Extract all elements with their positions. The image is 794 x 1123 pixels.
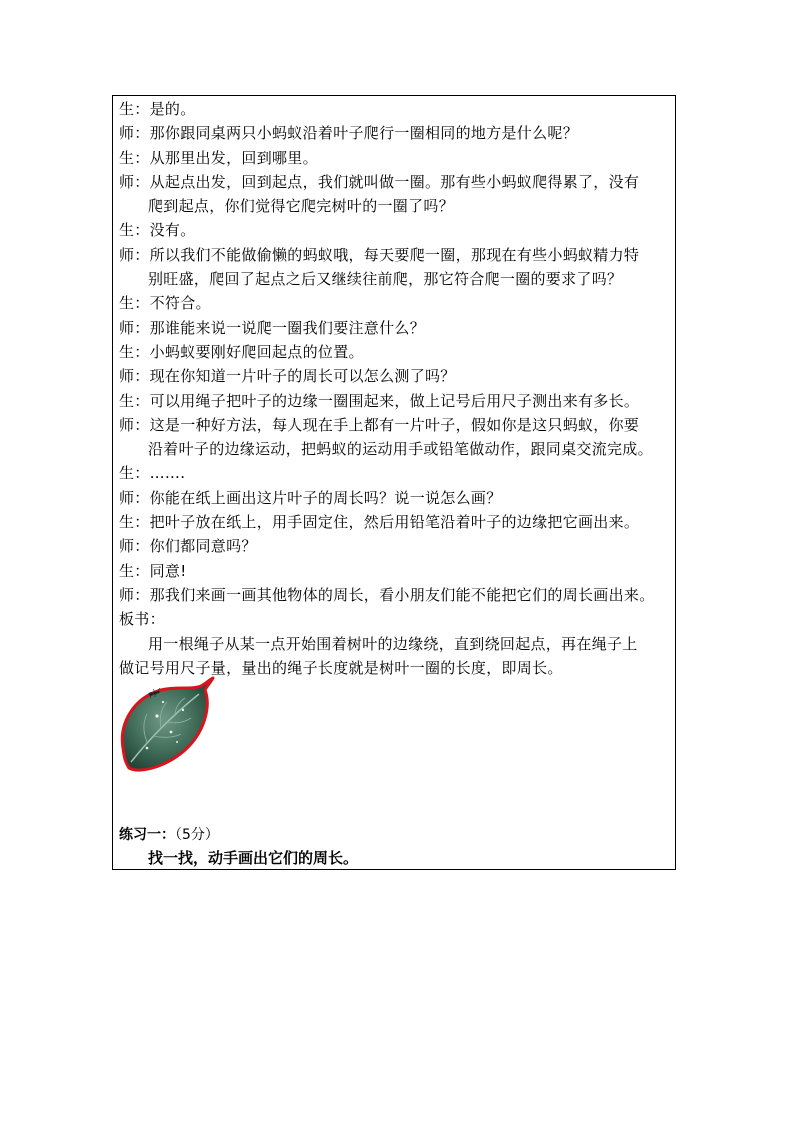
exercise-task: 找一找，动手画出它们的周长。 xyxy=(148,849,359,867)
dialogue-line: 师：那你跟同桌两只小蚂蚁沿着叶子爬行一圈相同的地方是什么呢？ xyxy=(119,124,579,143)
dialogue-line: 爬到起点，你们觉得它爬完树叶的一圈了吗？ xyxy=(148,197,455,216)
board-text-line: 做记号用尺子量，量出的绳子长度就是树叶一圈的长度，即周长。 xyxy=(119,658,563,677)
board-text-line: 用一根绳子从某一点开始围着树叶的边缘绕，直到绕回起点，再在绳子上 xyxy=(148,634,638,653)
board-heading: 板书： xyxy=(119,610,165,629)
dialogue-line: 生：是的。 xyxy=(119,100,196,118)
dialogue-line: 生：小蚂蚁要刚好爬回起点的位置。 xyxy=(119,342,364,361)
dialogue-line: 师：那我们来画一画其他物体的周长，看小朋友们能不能把它们的周长画出来。 xyxy=(119,585,655,604)
dialogue-line: 生：从那里出发，回到哪里。 xyxy=(119,148,318,167)
dialogue-line: 生：把叶子放在纸上，用手固定住，然后用铅笔沿着叶子的边缘把它画出来。 xyxy=(119,513,640,532)
dialogue-line: 生：没有。 xyxy=(119,221,196,240)
dialogue-line: 沿着叶子的边缘运动，把蚂蚁的运动用手或铅笔做动作，跟同桌交流完成。 xyxy=(148,440,653,459)
dialogue-line: 师：你们都同意吗？ xyxy=(119,537,257,556)
exercise-label: 练习一： xyxy=(119,827,175,843)
dialogue-line: 生：不符合。 xyxy=(119,294,211,313)
dialogue-line: 师：这是一种好方法，每人现在手上都有一片叶子，假如你是这只蚂蚁，你要 xyxy=(119,415,640,434)
dialogue-line: 生：……. xyxy=(119,464,186,483)
exercise-heading xyxy=(119,824,219,846)
dialogue-line: 师：从起点出发，回到起点，我们就叫做一圈。那有些小蚂蚁爬得累了，没有 xyxy=(119,172,640,191)
dialogue-line: 师：你能在纸上画出这片叶子的周长吗？说一说怎么画？ xyxy=(119,488,502,507)
leaf-illustration xyxy=(117,676,217,776)
dialogue-line: 师：现在你知道一片叶子的周长可以怎么测了吗？ xyxy=(119,367,456,386)
dialogue-line: 师：那谁能来说一说爬一圈我们要注意什么？ xyxy=(119,318,426,337)
dialogue-line: 师：所以我们不能做偷懒的蚂蚁哦，每天要爬一圈，那现在有些小蚂蚁精力特 xyxy=(119,245,640,264)
dialogue-line: 生：同意! xyxy=(119,561,187,580)
exercise-points: （5分） xyxy=(175,827,219,843)
dialogue-line: 别旺盛，爬回了起点之后又继续往前爬，那它符合爬一圈的要求了吗？ xyxy=(148,270,623,289)
lesson-dialogue xyxy=(119,97,673,680)
dialogue-line: 生：可以用绳子把叶子的边缘一圈围起来，做上记号后用尺子测出来有多长。 xyxy=(119,391,640,410)
